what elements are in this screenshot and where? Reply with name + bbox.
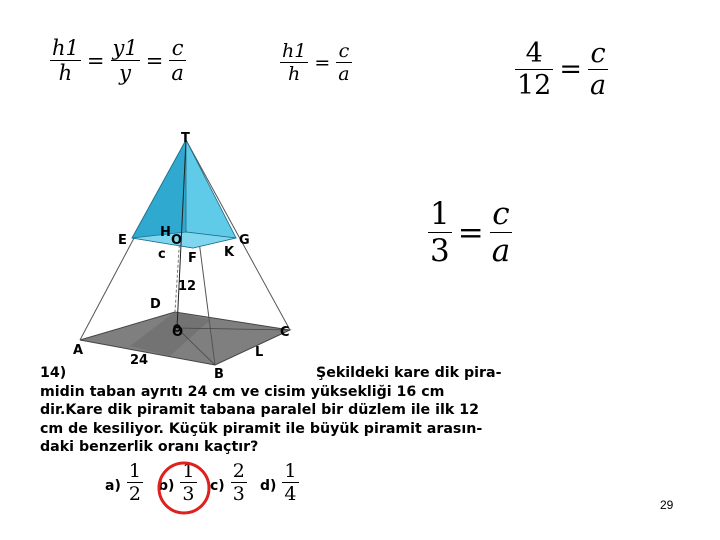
fraction [490,196,512,269]
option-fraction [127,460,143,505]
fraction [111,36,140,85]
label-c: c [158,247,166,262]
label-H: H [160,225,171,240]
label-G: G [239,233,250,248]
numerator: c [338,40,350,62]
label-12: 12 [178,279,197,294]
option-label: a) [105,477,121,494]
denominator: h [58,61,73,86]
option-a[interactable] [105,460,143,505]
answer-highlight-circle [154,458,214,518]
formula-h1-ratio [280,40,352,85]
formula-1-over-3 [428,196,512,269]
option-fraction [231,460,247,505]
label-T: T [181,131,190,146]
numerator: 1 [128,460,141,482]
label-O-top: O [171,233,183,248]
label-O: O [172,325,184,340]
option-d[interactable] [260,460,299,505]
option-c[interactable] [210,460,247,505]
label-C: C [280,325,290,340]
denominator: 3 [182,483,195,506]
question-line-3: dir.Kare dik piramit tabana paralel bir düzlem ile ilk 12 [40,402,479,418]
question-line-1: Şekildeki kare dik pira- [316,365,502,381]
option-label: b) [158,477,175,494]
equals-sign: = [145,48,164,73]
formula-h1-y1-ratio [50,36,186,85]
label-B: B [214,367,224,380]
fraction [428,196,452,269]
numerator: 4 [525,38,543,69]
denominator: 2 [128,483,141,506]
fraction [336,40,351,85]
question-line-4: cm de kesiliyor. Küçük piramit ile büyük piramit arasın- [40,420,483,437]
question-text [40,364,530,457]
numerator: c [590,38,606,69]
option-label: d) [260,477,277,494]
numerator: 1 [430,196,450,232]
numerator: h1 [52,36,79,60]
numerator: 2 [232,460,245,482]
label-L: L [255,345,264,360]
option-fraction [282,460,298,505]
denominator: h [288,63,301,86]
formula-4-over-12 [515,38,608,101]
denominator: a [491,233,511,270]
question-line-5: daki benzerlik oranı kaçtır? [40,439,259,455]
numerator: c [171,36,184,60]
denominator: a [171,61,184,86]
numerator: c [492,196,510,232]
label-F: F [188,251,197,266]
denominator: 12 [517,70,552,102]
label-D: D [150,297,161,312]
label-K: K [224,245,235,260]
fraction [515,38,553,101]
question-number: 14) [40,365,67,381]
fraction [169,36,186,85]
numerator: 1 [284,460,297,482]
fraction [588,38,608,101]
question-line-2: midin taban ayrıtı 24 cm ve cisim yüksekliği 16 cm [40,383,445,400]
label-E: E [118,233,127,248]
page-number: 29 [660,498,674,512]
denominator: a [589,70,607,102]
pyramid-figure [60,130,380,380]
option-label: c) [210,477,225,494]
label-24: 24 [130,353,149,368]
equals-sign: = [86,48,105,73]
small-pyramid-back-face [186,140,236,238]
equals-sign: = [314,51,331,74]
denominator: a [338,63,350,86]
denominator: 3 [430,233,450,270]
denominator: 4 [284,483,297,506]
label-A: A [73,343,84,358]
numerator: h1 [282,40,307,62]
denominator: y [119,61,132,86]
denominator: 3 [232,483,245,506]
numerator: 1 [182,460,195,482]
equals-sign: = [559,54,582,86]
fraction [50,36,81,85]
equals-sign: = [457,214,484,251]
numerator: y1 [112,36,138,60]
fraction [280,40,308,85]
